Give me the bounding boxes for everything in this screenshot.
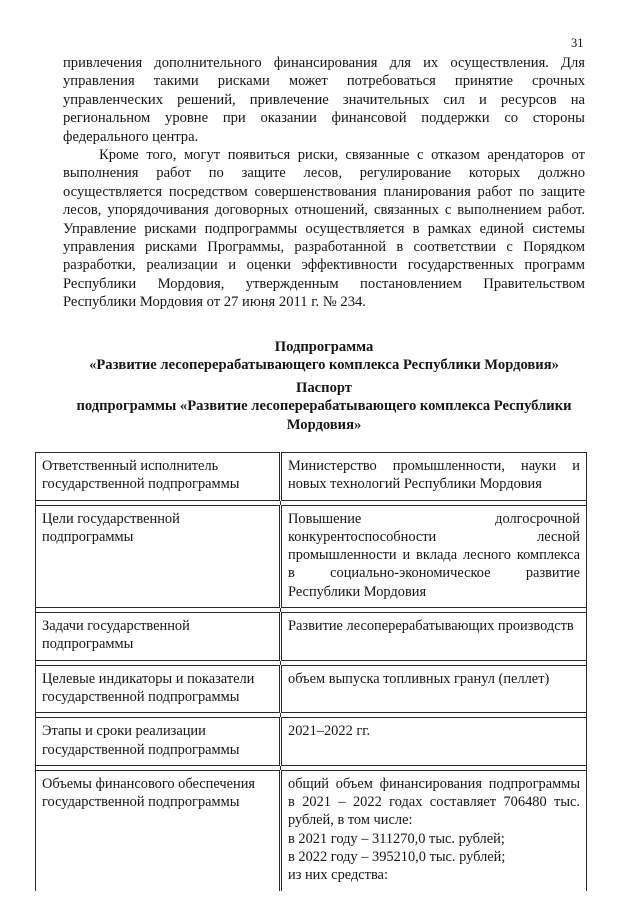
paragraph-risks-financing: привлечения дополнительного финансирования для их осуществления. Для управления такими рисками может потребоваться принятие срочных управленческих решений, привлечение значительных сил и ресурсов на региональном уровне при оказании финансовой поддержки со стороны федерального центра. <box>63 55 585 145</box>
passport-title: подпрограммы «Развитие лесоперерабатывающего комплекса Республики Мордовия» <box>76 398 572 433</box>
row-label-goals: Цели государственной подпрограммы <box>36 505 281 607</box>
value-line: общий объем финансирования подпрограммы в 2021 – 2022 годах составляет 706480 тыс. рублей, в том числе: <box>288 775 580 829</box>
paragraph-risks-tenants: Кроме того, могут появиться риски, связанные с отказом арендаторов от выполнения работ по защите лесов, регулирование которых должно осуществляется посредством совершенствования планирования работ по защите лесов, упорядочивания договорных отношений, связанных с выполнением работ. Управление рисками подпрограммы осуществляется в рамках единой системы управления рисками Программы, разработанной в соответствии с Порядком разработки, реализации и оценки эффективности государственных программ Республики Мордовия, утвержденным постановлением Правительством Республики Мордовия от 27 июня 2011 г. № 234. <box>63 147 585 311</box>
value-line: Развитие лесоперерабатывающих производств <box>288 618 574 635</box>
row-value-tasks <box>281 613 587 661</box>
value-line: объем выпуска топливных гранул (пеллет) <box>288 670 550 687</box>
body-text <box>63 54 585 312</box>
table-row <box>36 613 587 661</box>
table-row <box>36 453 587 501</box>
value-line: Повышение долгосрочной конкурентоспособности лесной промышленности и вклада лесного комплекса в социально-экономическое развитие Республики Мордовия <box>288 510 580 600</box>
table-row <box>36 665 587 713</box>
row-label-indicators: Целевые индикаторы и показатели государственной подпрограммы <box>36 665 281 713</box>
table-row <box>36 718 587 766</box>
passport-table <box>35 452 587 891</box>
value-line: в 2021 году – 311270,0 тыс. рублей; <box>288 830 505 847</box>
row-value-stages <box>281 718 587 766</box>
row-value-executor <box>281 453 587 501</box>
row-label-stages: Этапы и сроки реализации государственной подпрограммы <box>36 718 281 766</box>
row-label-tasks: Задачи государственной подпрограммы <box>36 613 281 661</box>
subprogram-title: «Развитие лесоперерабатывающего комплекса Республики Мордовия» <box>89 357 559 374</box>
subprogram-heading: Подпрограмма <box>274 339 374 355</box>
value-line: в 2022 году – 395210,0 тыс. рублей; <box>288 849 506 866</box>
value-line: Министерство промышленности, науки и новых технологий Республики Мордовия <box>288 458 580 493</box>
page-number: 31 <box>571 36 584 50</box>
table-row <box>36 505 587 607</box>
row-value-funding <box>281 770 587 890</box>
table-row <box>36 770 587 890</box>
value-line: из них средства: <box>288 867 388 884</box>
row-value-goals <box>281 505 587 607</box>
row-label-executor: Ответственный исполнитель государственной подпрограммы <box>36 453 281 501</box>
row-label-funding: Объемы финансового обеспечения государственной подпрограммы <box>36 770 281 890</box>
row-value-indicators <box>281 665 587 713</box>
section-headings <box>63 338 585 434</box>
value-line: 2021–2022 гг. <box>288 723 371 740</box>
passport-heading: Паспорт <box>296 379 352 396</box>
